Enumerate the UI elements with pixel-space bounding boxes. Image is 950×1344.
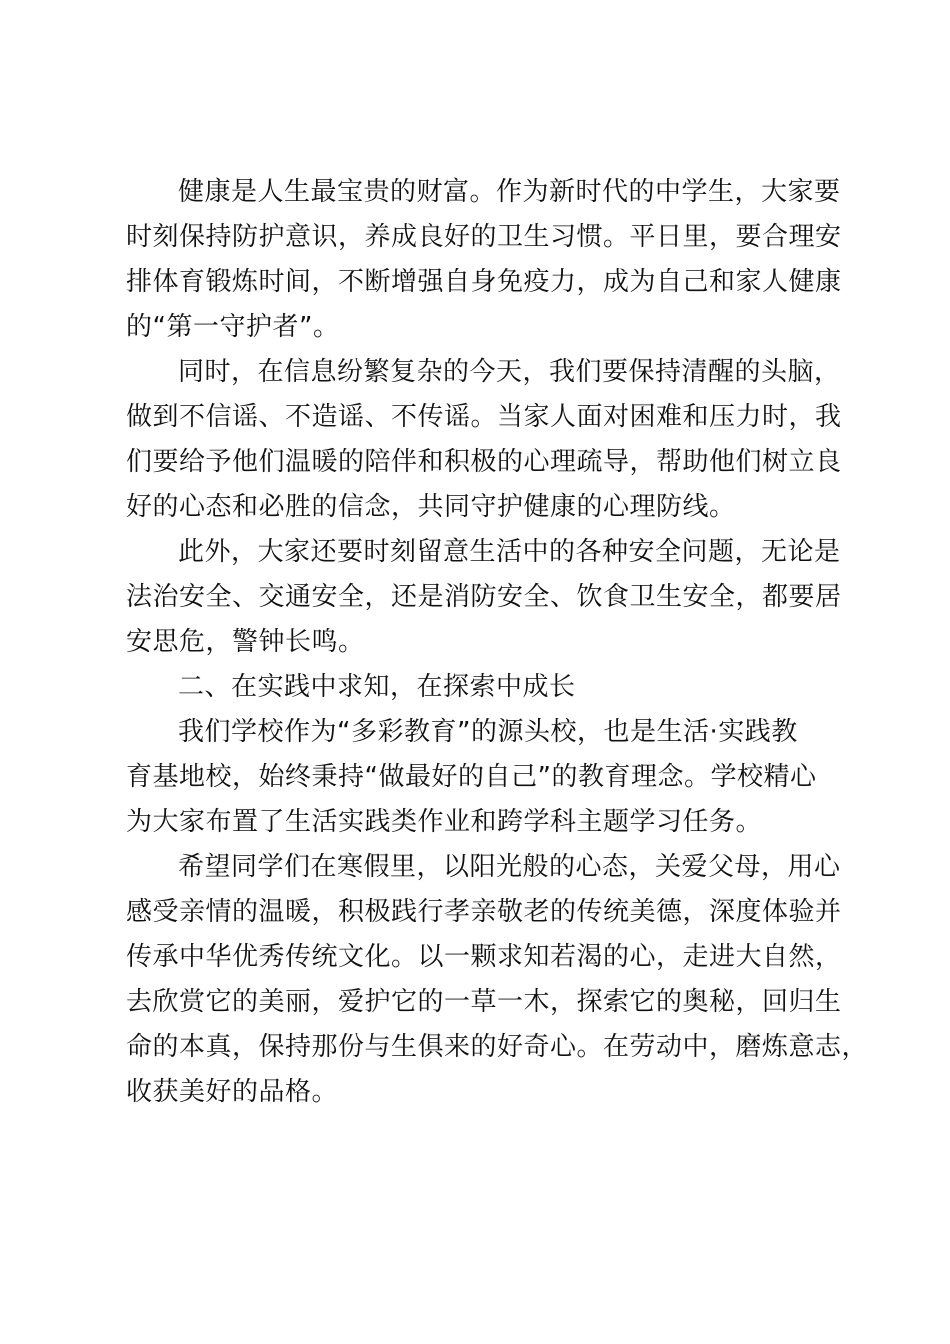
document-body xyxy=(126,170,869,1115)
paragraph-hope xyxy=(126,845,869,1115)
paragraph-line: 同时，在信息纷繁复杂的今天，我们要保持清醒的头脑， xyxy=(178,357,841,387)
paragraph-line: 感受亲情的温暖，积极践行孝亲敬老的传统美德，深度体验并 xyxy=(126,897,842,927)
paragraph-line: 收获美好的品格。 xyxy=(126,1077,339,1107)
paragraph-health xyxy=(126,170,842,350)
paragraph-line: 为大家布置了生活实践类作业和跨学科主题学习任务。 xyxy=(126,807,763,837)
paragraph-line: 命的本真，保持那份与生俱来的好奇心。在劳动中，磨炼意志， xyxy=(126,1032,869,1062)
paragraph-line: 去欣赏它的美丽，爱护它的一草一木，探索它的奥秘，回归生 xyxy=(126,987,842,1017)
paragraph-line: 此外，大家还要时刻留意生活中的各种安全问题，无论是 xyxy=(178,537,841,567)
paragraph-safety xyxy=(126,530,842,665)
paragraph-line: 好的心态和必胜的信念，共同守护健康的心理防线。 xyxy=(126,492,736,522)
paragraph-line: 法治安全、交通安全，还是消防安全、饮食卫生安全，都要居 xyxy=(126,582,842,612)
paragraph-line: 时刻保持防护意识，养成良好的卫生习惯。平日里，要合理安 xyxy=(126,222,842,252)
section-heading xyxy=(126,665,838,710)
paragraph-line: 排体育锻炼时间，不断增强自身免疫力，成为自己和家人健康 xyxy=(126,267,842,297)
paragraph-line: 我们学校作为“多彩教育”的源头校，也是生活·实践教 xyxy=(178,717,798,747)
paragraph-line: 健康是人生最宝贵的财富。作为新时代的中学生，大家要 xyxy=(178,177,841,207)
paragraph-mindset xyxy=(126,350,842,530)
paragraph-line: 育基地校，始终秉持“做最好的自己”的教育理念。学校精心 xyxy=(126,762,817,792)
paragraph-school xyxy=(126,710,838,845)
section-heading-text: 二、在实践中求知，在探索中成长 xyxy=(178,672,576,702)
paragraph-line: 希望同学们在寒假里，以阳光般的心态，关爱父母，用心 xyxy=(178,852,841,882)
paragraph-line: 做到不信谣、不造谣、不传谣。当家人面对困难和压力时，我 xyxy=(126,402,842,432)
paragraph-line: 安思危，警钟长鸣。 xyxy=(126,627,365,657)
paragraph-line: 的“第一守护者”。 xyxy=(126,312,340,342)
paragraph-line: 们要给予他们温暖的陪伴和积极的心理疏导，帮助他们树立良 xyxy=(126,447,842,477)
paragraph-line: 传承中华优秀传统文化。以一颗求知若渴的心，走进大自然， xyxy=(126,942,842,972)
